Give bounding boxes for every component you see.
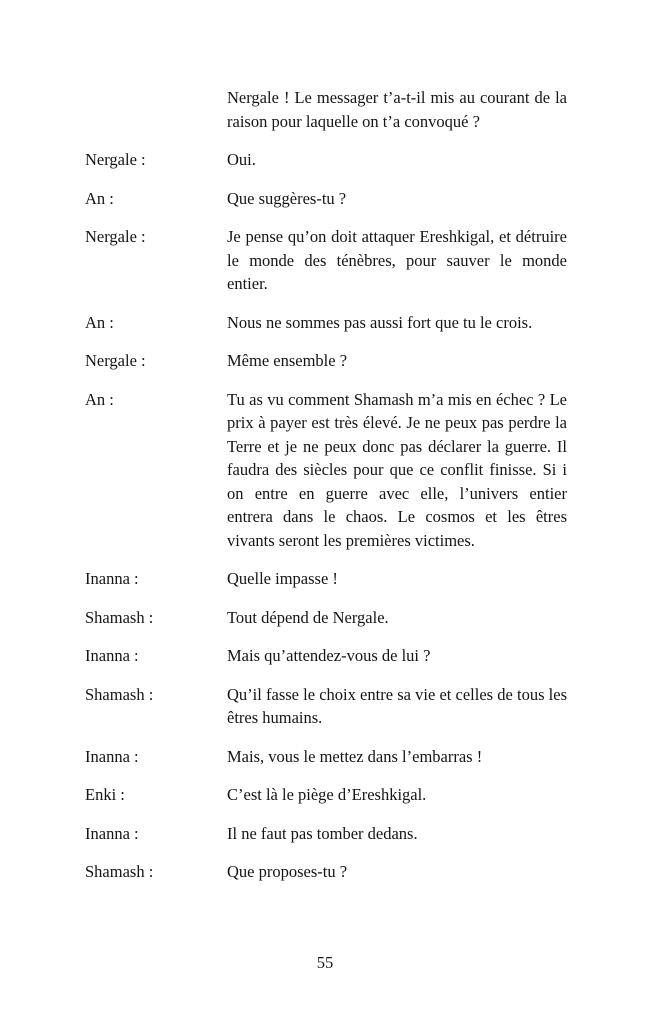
- speaker-label: Inanna :: [85, 569, 139, 588]
- speech-text: Mais qu’attendez-vous de lui ?: [227, 646, 431, 665]
- speech-text: Nergale ! Le messager t’a-t-il mis au courant de la raison pour laquelle on t’a convoqué ?: [227, 88, 567, 131]
- speaker-label: Nergale :: [85, 351, 146, 370]
- speaker-label: Enki :: [85, 785, 125, 804]
- speech-text: Tu as vu comment Shamash m’a mis en échec ? Le prix à payer est très élevé. Je ne peux pas perdre la Terre et je ne peux donc pas déclarer la guerre. Il faudra des siècles pour que ce conflit finisse. Si i on entre en guerre avec elle, l’univers entier entrera dans le chaos. Le cosmos et les êtres vivants seront les premières victimes.: [227, 389, 567, 550]
- dialogue-row: [85, 822, 567, 846]
- dialogue-row: [85, 349, 567, 373]
- speech-text: Même ensemble ?: [227, 351, 348, 370]
- dialogue-row: [85, 745, 567, 769]
- dialogue-row: [85, 388, 567, 553]
- dialogue-row: [85, 567, 567, 591]
- speech-text: Que proposes-tu ?: [227, 862, 348, 881]
- dialogue-row: [85, 311, 567, 335]
- speech-text: Je pense qu’on doit attaquer Ereshkigal, et détruire le monde des ténèbres, pour sauver le monde entier.: [227, 227, 567, 293]
- speech-text: C’est là le piège d’Ereshkigal.: [227, 785, 427, 804]
- speaker-label: Inanna :: [85, 646, 139, 665]
- speaker-label: An :: [85, 312, 114, 332]
- speech-text: Nous ne sommes pas aussi fort que tu le crois.: [227, 312, 533, 332]
- dialogue-row: [85, 606, 567, 630]
- dialogue-row: [85, 860, 567, 884]
- speaker-label: Nergale :: [85, 150, 146, 169]
- speech-text: Quelle impasse !: [227, 569, 338, 588]
- speech-text: Tout dépend de Nergale.: [227, 607, 389, 627]
- dialogue-row: [85, 187, 567, 211]
- speaker-label: Inanna :: [85, 823, 139, 843]
- speaker-label: Shamash :: [85, 684, 154, 704]
- dialogue-row: [85, 644, 567, 668]
- page-number: 55: [316, 953, 334, 972]
- speech-text: Il ne faut pas tomber dedans.: [227, 823, 418, 843]
- speech-text: Oui.: [227, 150, 256, 169]
- dialogue-row: [85, 86, 567, 133]
- dialogue-row: [85, 683, 567, 730]
- speaker-label: Nergale :: [85, 227, 146, 246]
- dialogue-row: [85, 148, 567, 172]
- speech-text: Que suggères-tu ?: [227, 188, 347, 208]
- speaker-label: An :: [85, 389, 114, 409]
- speaker-label: Shamash :: [85, 607, 154, 627]
- speech-text: Qu’il fasse le choix entre sa vie et celles de tous les êtres humains.: [227, 684, 567, 727]
- speech-text: Mais, vous le mettez dans l’embarras !: [227, 746, 483, 766]
- dialogue-row: [85, 783, 567, 807]
- dialogue-row: [85, 225, 567, 296]
- speaker-label: Shamash :: [85, 862, 154, 881]
- speaker-label: Inanna :: [85, 746, 139, 766]
- speaker-label: An :: [85, 188, 114, 208]
